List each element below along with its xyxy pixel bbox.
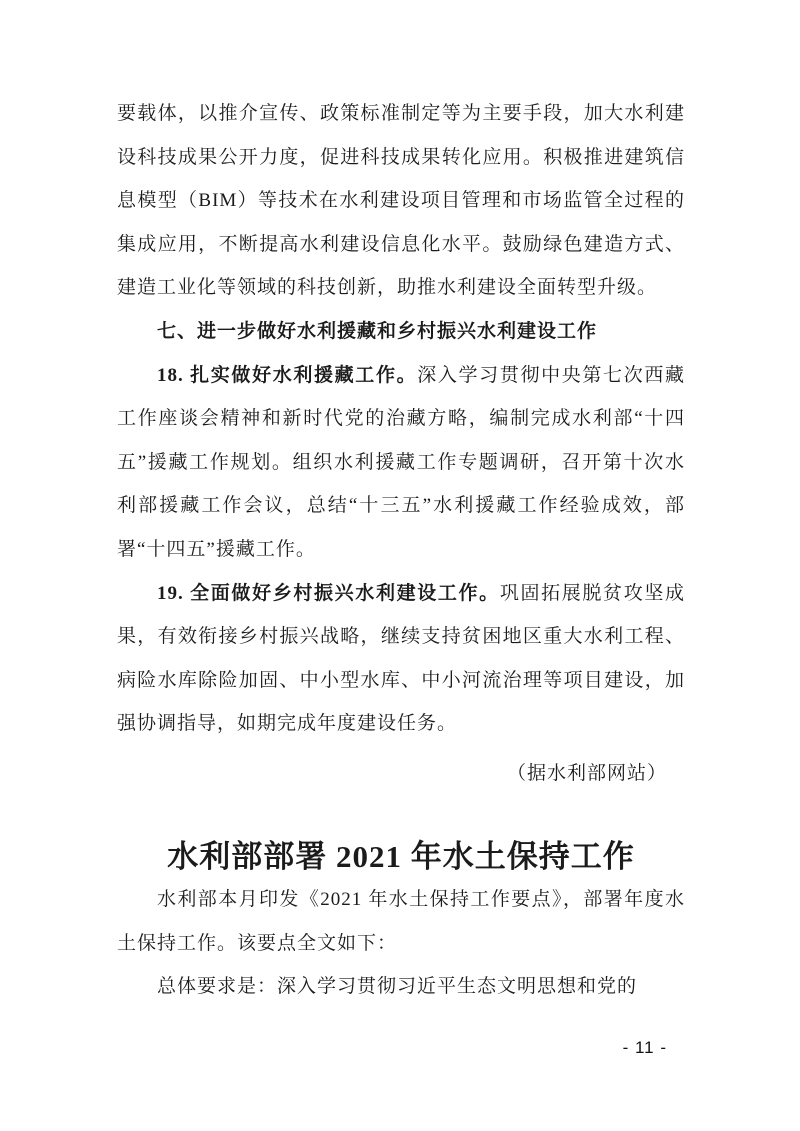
overview-paragraph: 总体要求是：深入学习贯彻习近平生态文明思想和党的 bbox=[157, 976, 638, 998]
item-18-lead: 18. 扎实做好水利援藏工作。 bbox=[157, 364, 418, 386]
continuation-paragraph: 要载体，以推介宣传、政策标准制定等为主要手段，加大水利建设科技成果公开力度，促进科技成果转化应用。积极推进建筑信息模型（BIM）等技术在水利建设项目管理和市场监管全过程的集成应用，不断提高水利建设信息化水平。鼓励绿色建造方式、建造工业化等领域的科技创新，助推水利建设全面转型升级。 bbox=[117, 103, 685, 299]
article-title: 水利部部署 2021 年水土保持工作 bbox=[167, 838, 635, 874]
item-19-lead: 19. 全面做好乡村振兴水利建设工作。 bbox=[157, 582, 500, 604]
item-19-body: 巩固拓展脱贫攻坚成果，有效衔接乡村振兴战略，继续支持贫困地区重大水利工程、病险水库除险加固、中小型水库、中小河流治理等项目建设，加强协调指导，如期完成年度建设任务。 bbox=[117, 582, 685, 735]
section-heading: 七、进一步做好水利援藏和乡村振兴水利建设工作 bbox=[157, 320, 598, 342]
item-18-paragraph bbox=[117, 354, 685, 572]
page-number: - 11 - bbox=[622, 1038, 667, 1057]
item-18-body: 深入学习贯彻中央第七次西藏工作座谈会精神和新时代党的治藏方略，编制完成水利部“十四五”援藏工作规划。组织水利援藏工作专题调研，召开第十次水利部援藏工作会议，总结“十三五”水利援藏工作经验成效，部署“十四五”援藏工作。 bbox=[117, 364, 685, 560]
item-19-paragraph bbox=[117, 572, 685, 746]
source-note: （据水利部网站） bbox=[506, 762, 667, 784]
intro-paragraph: 水利部本月印发《2021 年水土保持工作要点》，部署年度水土保持工作。该要点全文如下： bbox=[117, 888, 685, 954]
